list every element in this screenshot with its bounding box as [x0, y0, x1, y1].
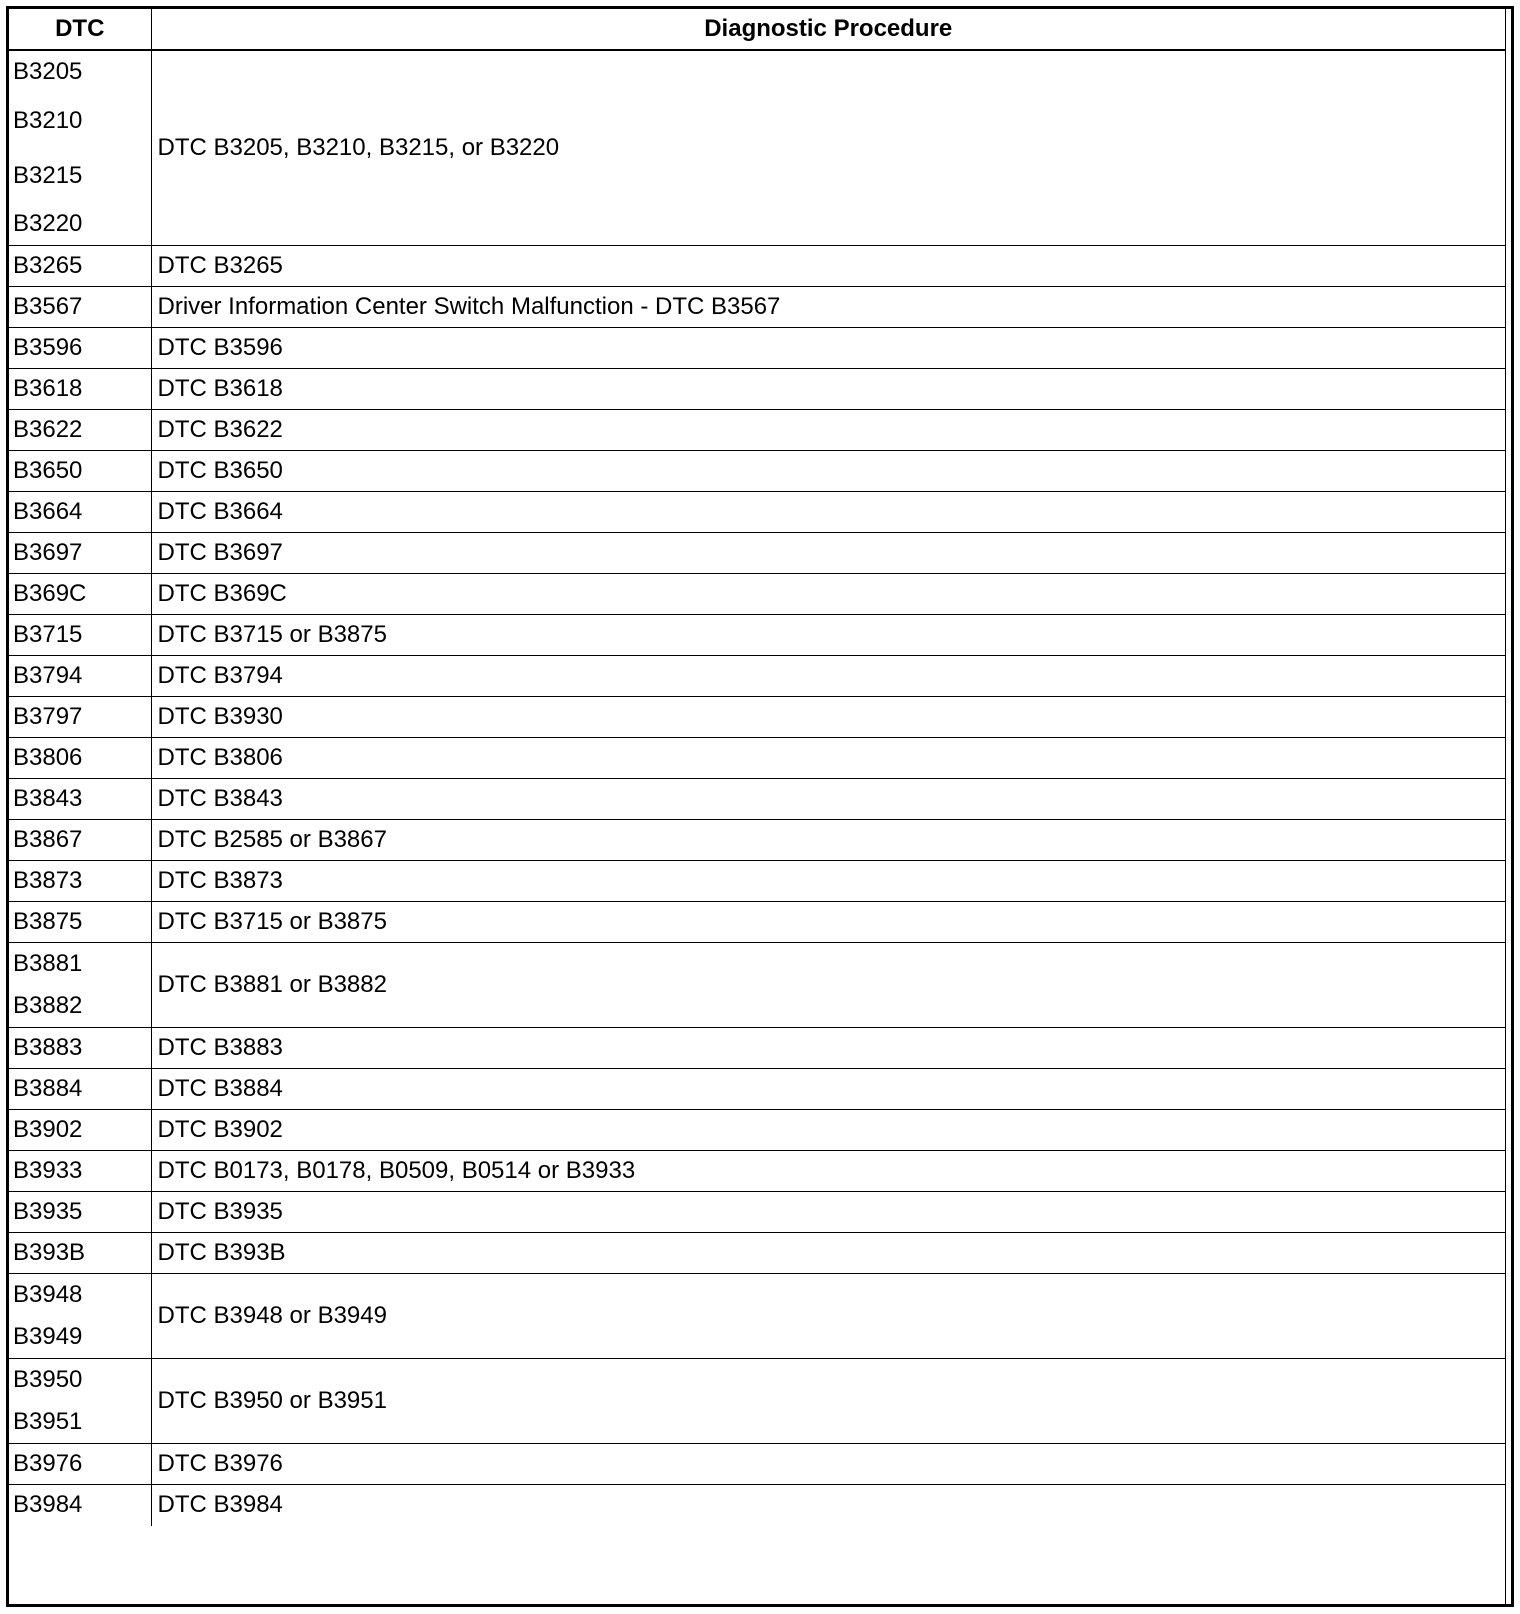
right-border-line: [1505, 9, 1506, 1604]
dtc-code: B3883: [13, 1034, 83, 1061]
procedure-cell: DTC B3715 or B3875: [151, 902, 1505, 943]
dtc-code-cell: [9, 533, 151, 574]
table-row: [9, 410, 1505, 451]
procedure-cell: DTC B393B: [151, 1233, 1505, 1274]
procedure-cell: DTC B2585 or B3867: [151, 820, 1505, 861]
header-dtc: DTC: [9, 9, 151, 50]
dtc-code-cell: [9, 1274, 151, 1359]
dtc-code-cell: [9, 1444, 151, 1485]
dtc-code-cell: [9, 1233, 151, 1274]
procedure-cell: DTC B0173, B0178, B0509, B0514 or B3933: [151, 1151, 1505, 1192]
dtc-code: B3884: [13, 1075, 83, 1102]
procedure-cell: DTC B3843: [151, 779, 1505, 820]
table-row: [9, 615, 1505, 656]
dtc-code-cell: [9, 615, 151, 656]
dtc-table-frame: [6, 6, 1514, 1607]
dtc-code: B3935: [13, 1198, 83, 1225]
dtc-code: B3797: [13, 703, 83, 730]
dtc-code: B3873: [13, 867, 83, 894]
procedure-cell: DTC B3930: [151, 697, 1505, 738]
table-row: [9, 1444, 1505, 1485]
dtc-code: B3265: [13, 252, 83, 279]
table-row: [9, 492, 1505, 533]
dtc-table: [9, 9, 1505, 1526]
header-row: [9, 9, 1505, 50]
dtc-code-cell: [9, 697, 151, 738]
procedure-cell: Driver Information Center Switch Malfunction - DTC B3567: [151, 287, 1505, 328]
dtc-code: B3881: [13, 950, 83, 977]
dtc-code-cell: [9, 1069, 151, 1110]
procedure-cell: DTC B3883: [151, 1028, 1505, 1069]
dtc-code: B3882: [13, 992, 83, 1019]
table-row: [9, 697, 1505, 738]
dtc-code: B393B: [13, 1239, 86, 1266]
dtc-code: B3664: [13, 498, 83, 525]
dtc-code: B3622: [13, 416, 83, 443]
table-row: [9, 656, 1505, 697]
dtc-code: B3715: [13, 621, 83, 648]
dtc-code: B3210: [13, 107, 83, 134]
dtc-code: B3949: [13, 1323, 83, 1350]
dtc-code: B3948: [13, 1281, 83, 1308]
dtc-code: B3567: [13, 293, 83, 320]
dtc-code-cell: [9, 451, 151, 492]
procedure-cell: DTC B3794: [151, 656, 1505, 697]
dtc-code: B3205: [13, 58, 83, 85]
dtc-code-cell: [9, 410, 151, 451]
procedure-cell: DTC B3205, B3210, B3215, or B3220: [157, 134, 560, 161]
table-row: [9, 820, 1505, 861]
procedure-cell: DTC B3873: [151, 861, 1505, 902]
dtc-code-cell: [9, 1359, 151, 1444]
procedure-cell: DTC B3950 or B3951: [151, 1359, 1505, 1444]
dtc-code-cell: [9, 246, 151, 287]
table-row: [9, 1233, 1505, 1274]
dtc-code-cell: [9, 492, 151, 533]
dtc-code: B3976: [13, 1450, 83, 1477]
table-row: [9, 1274, 1505, 1359]
table-row: [9, 451, 1505, 492]
procedure-cell: DTC B3806: [151, 738, 1505, 779]
dtc-code-cell: [9, 1485, 151, 1526]
procedure-cell: DTC B3265: [151, 246, 1505, 287]
table-row: [9, 328, 1505, 369]
dtc-code: B3697: [13, 539, 83, 566]
procedure-cell: DTC B3622: [151, 410, 1505, 451]
dtc-code: B3596: [13, 334, 83, 361]
table-row: [9, 1151, 1505, 1192]
dtc-code-cell: [9, 1028, 151, 1069]
dtc-code-cell: [9, 1151, 151, 1192]
table-row: [9, 287, 1505, 328]
dtc-code: B369C: [13, 580, 87, 607]
procedure-cell: DTC B3984: [151, 1485, 1505, 1526]
procedure-cell: DTC B3884: [151, 1069, 1505, 1110]
table-row: [9, 779, 1505, 820]
table-row: [9, 738, 1505, 779]
dtc-code: B3867: [13, 826, 83, 853]
dtc-code: B3984: [13, 1491, 83, 1519]
table-row: [9, 1192, 1505, 1233]
procedure-cell: DTC B3596: [151, 328, 1505, 369]
table-row: [9, 1028, 1505, 1069]
table-row: [9, 1485, 1505, 1526]
dtc-code-cell: [9, 861, 151, 902]
procedure-cell: DTC B369C: [151, 574, 1505, 615]
dtc-code-cell: [9, 902, 151, 943]
dtc-code-cell: [9, 574, 151, 615]
dtc-code: B3650: [13, 457, 83, 484]
dtc-code-cell: [9, 50, 151, 246]
procedure-cell: DTC B3935: [151, 1192, 1505, 1233]
table-row: [9, 533, 1505, 574]
dtc-code: B3215: [13, 162, 83, 189]
procedure-cell: DTC B3948 or B3949: [151, 1274, 1505, 1359]
table-row: [9, 943, 1505, 1028]
dtc-code: B3618: [13, 375, 83, 402]
procedure-cell: DTC B3697: [151, 533, 1505, 574]
header-procedure: Diagnostic Procedure: [151, 9, 1505, 50]
procedure-cell: DTC B3664: [151, 492, 1505, 533]
dtc-code: B3220: [13, 210, 83, 237]
dtc-code: B3902: [13, 1116, 83, 1143]
table-row: [9, 246, 1505, 287]
procedure-cell: DTC B3650: [151, 451, 1505, 492]
dtc-code: B3951: [13, 1408, 83, 1435]
dtc-code-cell: [9, 738, 151, 779]
dtc-code-cell: [9, 369, 151, 410]
dtc-code-cell: [9, 1192, 151, 1233]
dtc-code: B3794: [13, 662, 83, 689]
dtc-code: B3806: [13, 744, 83, 771]
table-row: [9, 1069, 1505, 1110]
table-row: [9, 861, 1505, 902]
table-row: [9, 50, 1505, 246]
dtc-code-cell: [9, 287, 151, 328]
procedure-cell: DTC B3881 or B3882: [151, 943, 1505, 1028]
table-row: [9, 369, 1505, 410]
dtc-code: B3875: [13, 908, 83, 935]
dtc-code: B3950: [13, 1366, 83, 1393]
table-row: [9, 1359, 1505, 1444]
procedure-cell: DTC B3618: [151, 369, 1505, 410]
procedure-cell: DTC B3902: [151, 1110, 1505, 1151]
dtc-code: B3933: [13, 1157, 83, 1184]
table-body: [9, 50, 1505, 1526]
table-row: [9, 574, 1505, 615]
table-row: [9, 902, 1505, 943]
dtc-code-cell: [9, 943, 151, 1028]
procedure-cell: DTC B3715 or B3875: [151, 615, 1505, 656]
dtc-code-cell: [9, 328, 151, 369]
dtc-code: B3843: [13, 785, 83, 812]
table-row: [9, 1110, 1505, 1151]
dtc-code-cell: [9, 820, 151, 861]
dtc-code-cell: [9, 779, 151, 820]
procedure-cell: DTC B3976: [151, 1444, 1505, 1485]
dtc-code-cell: [9, 1110, 151, 1151]
dtc-code-cell: [9, 656, 151, 697]
